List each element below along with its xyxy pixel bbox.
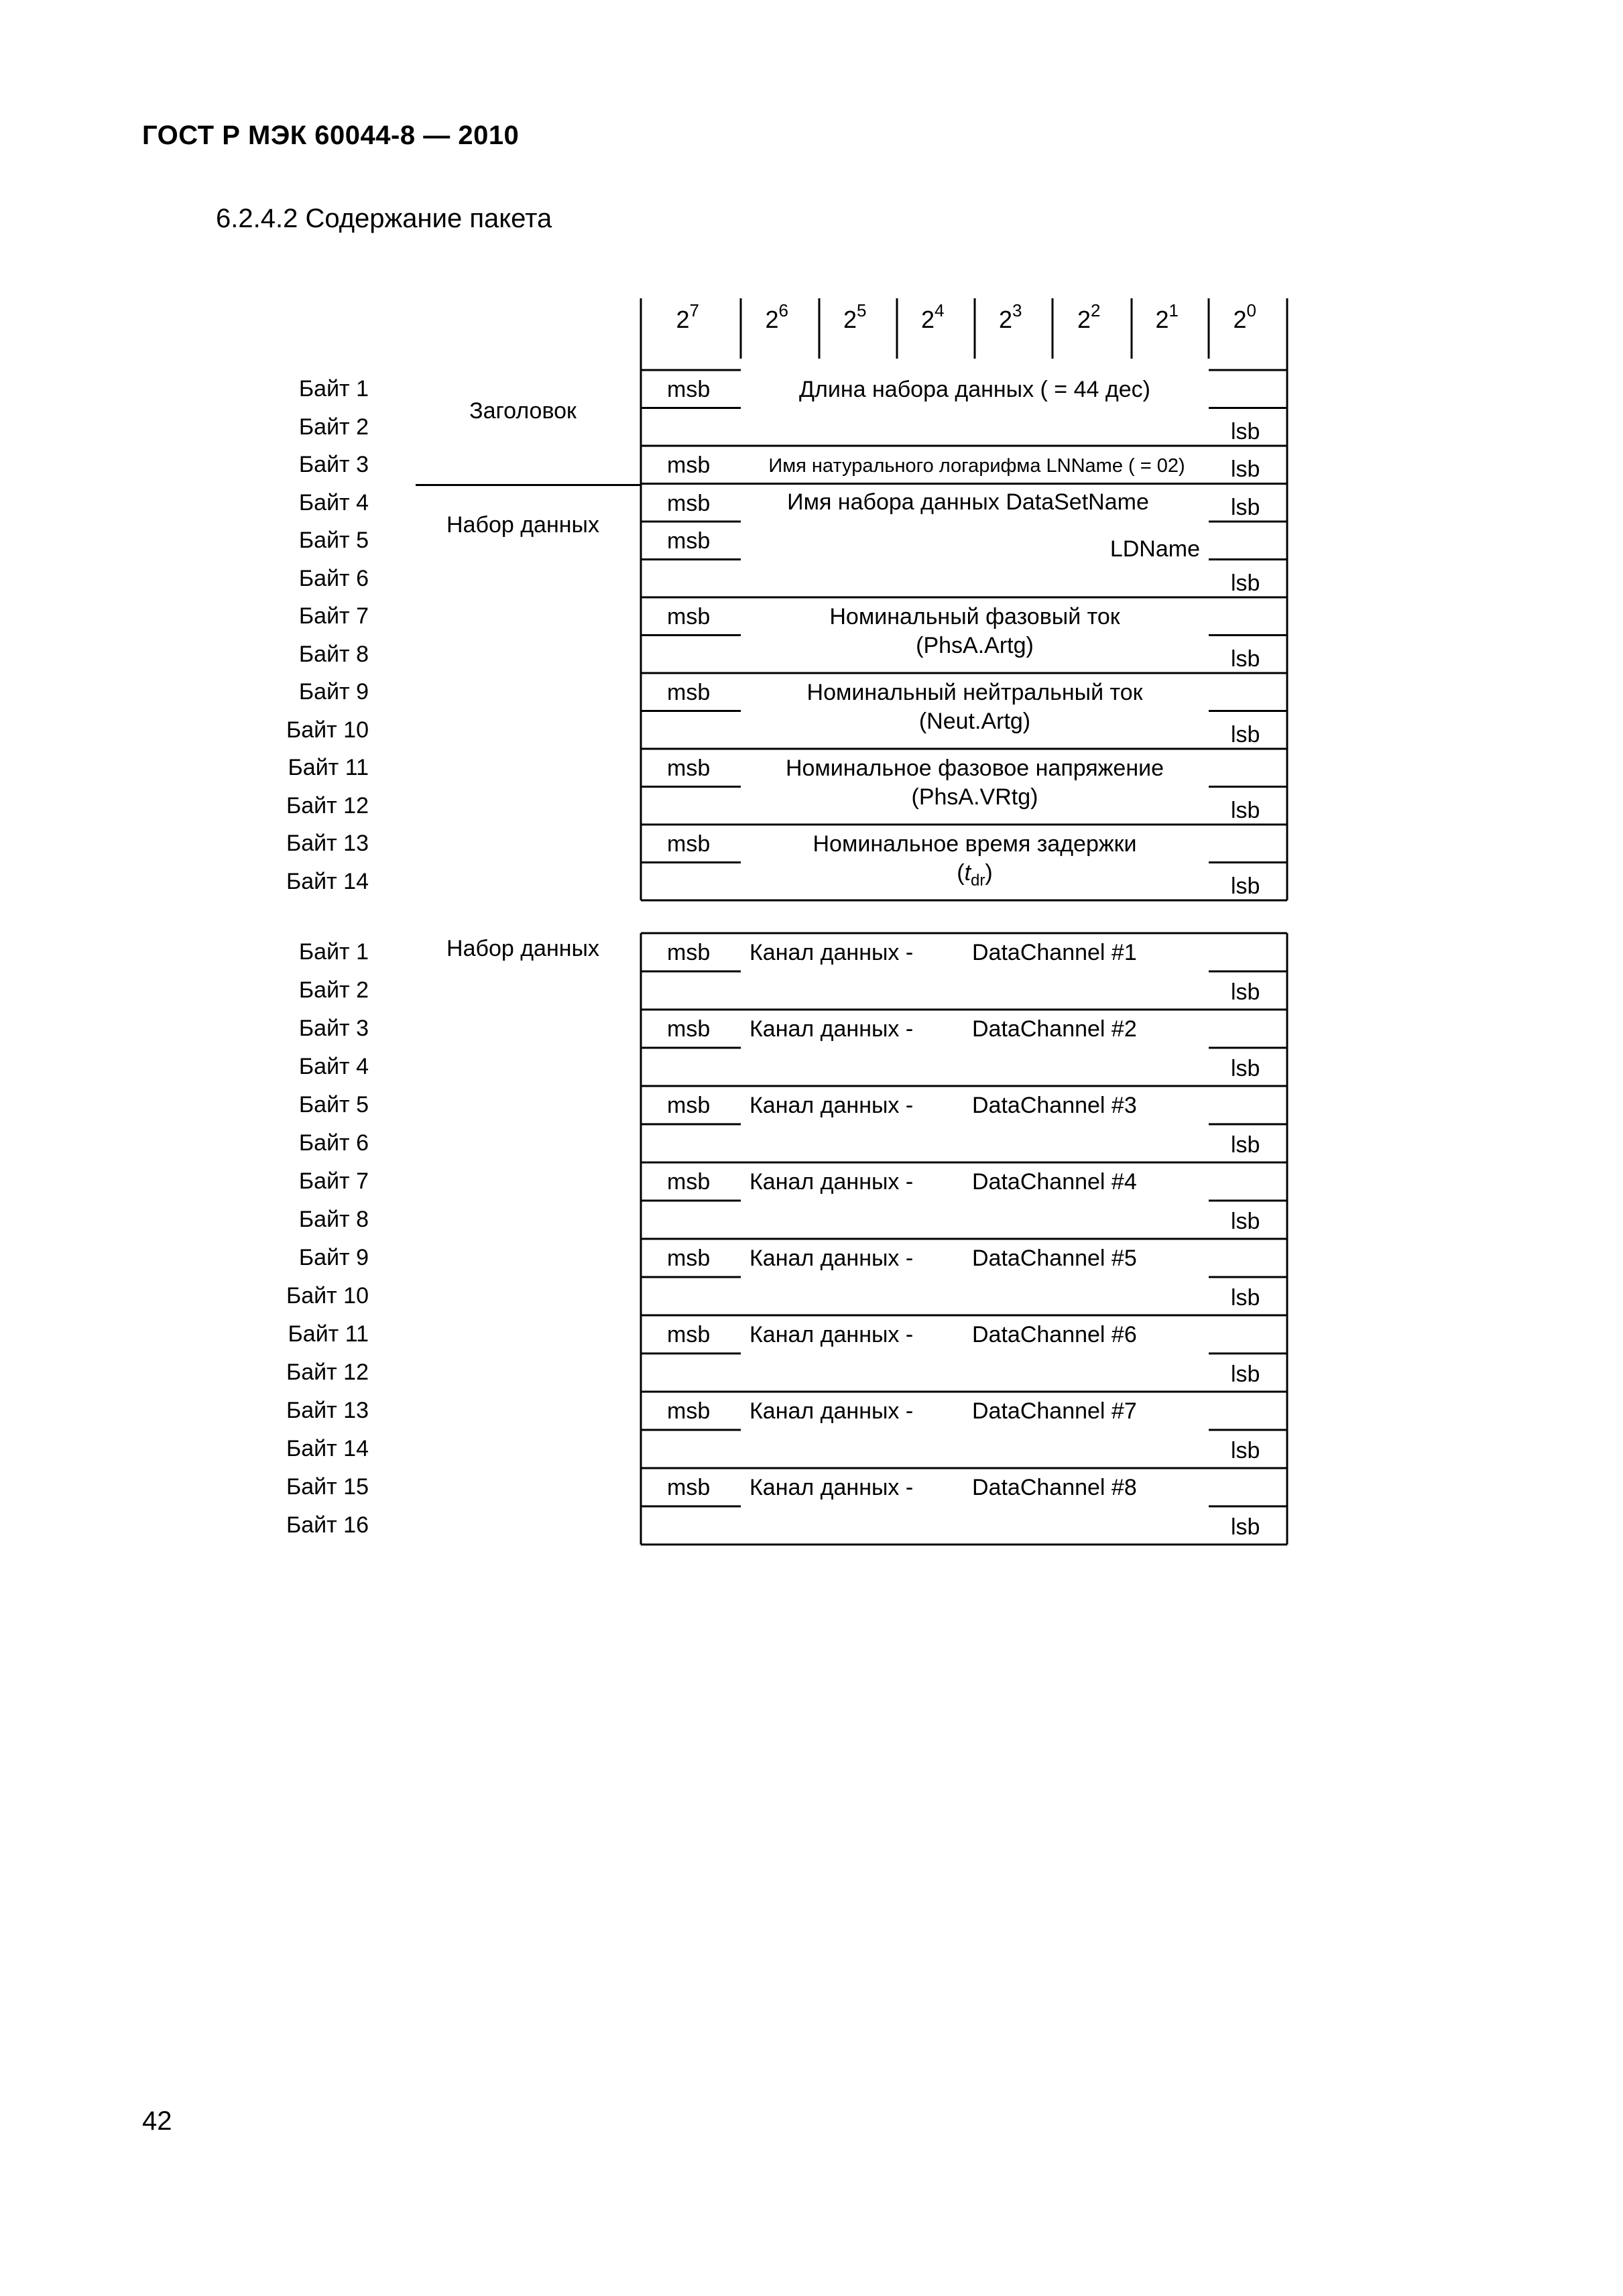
byte-label: Байт 16 xyxy=(286,1512,369,1538)
data-channel-name: DataChannel #1 xyxy=(972,940,1137,965)
msb-label: msb xyxy=(667,604,711,629)
byte-label: Байт 15 xyxy=(286,1474,369,1500)
msb-label: msb xyxy=(667,377,711,402)
bit-weight-label: $2^2$ xyxy=(1077,300,1101,333)
msb-label: msb xyxy=(667,1246,711,1271)
msb-label: msb xyxy=(667,1016,711,1042)
lsb-label: lsb xyxy=(1231,1209,1260,1234)
msb-label: msb xyxy=(667,528,711,554)
bit-weight-label: $2^3$ xyxy=(999,300,1022,333)
data-channel-name: DataChannel #2 xyxy=(972,1016,1137,1042)
data-channel-label: Канал данных - xyxy=(749,1093,914,1118)
lnname-field: Имя натурального логарифма LNName ( = 02) xyxy=(768,455,1185,477)
byte-label: Байт 2 xyxy=(298,977,369,1003)
byte-label: Байт 10 xyxy=(286,1283,369,1309)
msb-label: msb xyxy=(667,831,711,857)
data-channel-label: Канал данных - xyxy=(749,1169,914,1195)
byte-label: Байт 1 xyxy=(298,376,369,402)
byte-label: Байт 4 xyxy=(298,1054,369,1079)
byte-label: Байт 13 xyxy=(286,831,369,856)
lsb-label: lsb xyxy=(1231,457,1260,482)
byte-label: Байт 6 xyxy=(298,565,369,591)
msb-label: msb xyxy=(667,1093,711,1118)
lsb-label: lsb xyxy=(1231,646,1260,672)
msb-label: msb xyxy=(667,1475,711,1500)
rated-phase-current-code: (PhsA.Artg) xyxy=(916,632,1034,658)
section-title: 6.2.4.2 Содержание пакета xyxy=(216,204,552,233)
msb-label: msb xyxy=(667,452,711,478)
lsb-label: lsb xyxy=(1231,721,1260,747)
lsb-label: lsb xyxy=(1231,873,1260,899)
byte-label: Байт 3 xyxy=(298,1016,369,1041)
data-channel-name: DataChannel #5 xyxy=(972,1246,1137,1271)
lsb-label: lsb xyxy=(1231,979,1260,1005)
lsb-label: lsb xyxy=(1231,1514,1260,1540)
byte-label: Байт 3 xyxy=(298,452,369,477)
lsb-label: lsb xyxy=(1231,797,1260,823)
rated-delay-symbol: $(t_{dr})$ xyxy=(957,859,993,890)
lsb-label: lsb xyxy=(1231,570,1260,596)
byte-label: Байт 8 xyxy=(298,1207,369,1232)
byte-label: Байт 13 xyxy=(286,1398,369,1423)
data-channel-name: DataChannel #4 xyxy=(972,1169,1137,1195)
lsb-label: lsb xyxy=(1231,1285,1260,1311)
data-channel-label: Канал данных - xyxy=(749,1398,914,1424)
document-code: ГОСТ Р МЭК 60044-8 — 2010 xyxy=(142,121,520,150)
byte-label: Байт 11 xyxy=(288,1321,369,1347)
rated-neutral-current-label: Номинальный нейтральный ток xyxy=(806,680,1143,705)
byte-label: Байт 14 xyxy=(286,1436,369,1461)
data-length-field: Длина набора данных ( = 44 дес) xyxy=(799,377,1150,402)
data-channel-label: Канал данных - xyxy=(749,940,914,965)
byte-label: Байт 7 xyxy=(298,603,369,629)
bit-weight-label: $2^0$ xyxy=(1233,300,1256,333)
lsb-label: lsb xyxy=(1231,1056,1260,1081)
lsb-label: lsb xyxy=(1231,418,1260,444)
group-label-dataset: Набор данных xyxy=(446,936,599,961)
byte-label: Байт 8 xyxy=(298,641,369,667)
byte-label: Байт 9 xyxy=(298,1245,369,1270)
group-label-header: Заголовок xyxy=(469,398,577,424)
byte-label: Байт 4 xyxy=(298,489,369,516)
msb-label: msb xyxy=(667,1322,711,1347)
byte-label: Байт 5 xyxy=(298,1092,369,1117)
data-channel-name: DataChannel #6 xyxy=(972,1322,1137,1347)
data-channel-name: DataChannel #8 xyxy=(972,1475,1137,1500)
rated-phase-voltage-code: (PhsA.VRtg) xyxy=(911,784,1038,810)
rated-phase-voltage-label: Номинальное фазовое напряжение xyxy=(785,756,1164,781)
msb-label: msb xyxy=(667,756,711,781)
byte-label: Байт 2 xyxy=(298,414,369,440)
byte-label: Байт 14 xyxy=(286,868,369,894)
byte-label: Байт 6 xyxy=(298,1130,369,1156)
msb-label: msb xyxy=(667,1169,711,1195)
byte-label: Байт 9 xyxy=(298,679,369,705)
group-label-dataset: Набор данных xyxy=(446,511,599,538)
byte-label: Байт 10 xyxy=(286,717,369,743)
rated-neutral-current-code: (Neut.Artg) xyxy=(918,708,1031,734)
byte-label: Байт 7 xyxy=(298,1168,369,1194)
bit-weight-label: $2^7$ xyxy=(676,300,699,333)
byte-label: Байт 12 xyxy=(286,792,369,819)
lsb-label: lsb xyxy=(1231,1438,1260,1463)
lsb-label: lsb xyxy=(1231,494,1260,520)
rated-phase-current-label: Номинальный фазовый ток xyxy=(829,604,1120,629)
lsb-label: lsb xyxy=(1231,1132,1260,1158)
page-number: 42 xyxy=(142,2106,172,2136)
rated-delay-label: Номинальное время задержки xyxy=(813,831,1137,857)
msb-label: msb xyxy=(667,490,711,516)
bit-weight-label: $2^5$ xyxy=(843,300,867,333)
byte-label: Байт 1 xyxy=(298,939,369,965)
msb-label: msb xyxy=(667,680,711,705)
msb-label: msb xyxy=(667,1398,711,1424)
byte-label: Байт 11 xyxy=(288,755,369,780)
byte-label: Байт 5 xyxy=(298,528,369,553)
data-channel-label: Канал данных - xyxy=(749,1016,914,1042)
bit-weight-label: $2^6$ xyxy=(765,300,788,333)
datasetname-field: Имя набора данных DataSetName xyxy=(787,489,1149,515)
data-channel-name: DataChannel #3 xyxy=(972,1093,1137,1118)
msb-label: msb xyxy=(667,940,711,965)
lsb-label: lsb xyxy=(1231,1362,1260,1387)
bit-weight-label: $2^4$ xyxy=(921,300,945,333)
ldname-field: LDName xyxy=(1109,536,1200,562)
data-channel-label: Канал данных - xyxy=(749,1322,914,1347)
bit-weight-label: $2^1$ xyxy=(1155,300,1179,333)
data-channel-label: Канал данных - xyxy=(749,1475,914,1500)
byte-label: Байт 12 xyxy=(286,1360,369,1385)
data-channel-name: DataChannel #7 xyxy=(972,1398,1137,1424)
data-channel-label: Канал данных - xyxy=(749,1246,914,1271)
